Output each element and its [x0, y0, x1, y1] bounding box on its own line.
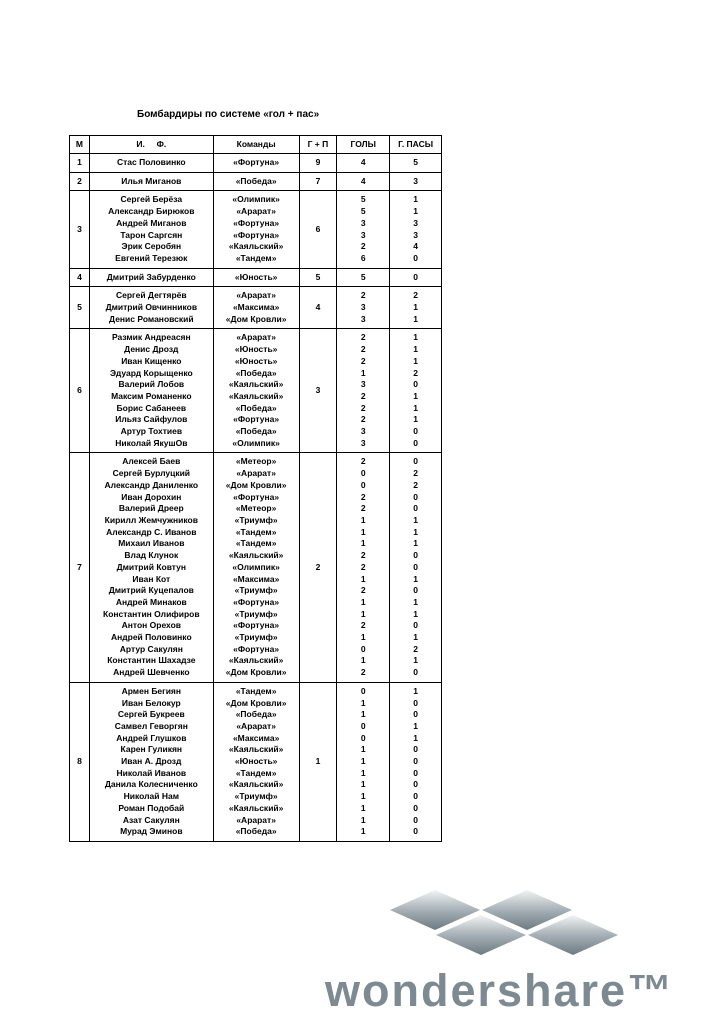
team-name-cell: [213, 172, 299, 191]
assists: 0: [413, 667, 418, 678]
assists: 1: [413, 655, 418, 666]
player-name-cell: [89, 682, 213, 841]
team-name: «Победа»: [235, 426, 277, 437]
goals: 2: [360, 491, 366, 502]
team-name: «Олимпик»: [232, 194, 280, 205]
team-name: «Арарат»: [236, 290, 276, 301]
team-name: «Фортуна»: [233, 491, 280, 502]
team-name: «Триумф»: [234, 514, 278, 525]
team-name-cell: [213, 191, 299, 268]
assists: 1: [413, 206, 418, 217]
assists: 1: [413, 685, 418, 696]
team-name: «Тандем»: [235, 526, 277, 537]
goals: 2: [360, 355, 366, 366]
goals: 2: [360, 667, 366, 678]
assists: 3: [413, 175, 418, 186]
assists: 0: [413, 620, 418, 631]
team-name: «Арарат»: [236, 206, 276, 217]
goals-plus-assists-cell: 6: [299, 191, 337, 268]
goals: 3: [360, 302, 366, 313]
goals-cell: [337, 329, 390, 453]
goals: 2: [360, 503, 366, 514]
player-name: Сергей Дегтярёв: [116, 290, 187, 301]
goals: 2: [360, 456, 366, 467]
player-name: Азат Сакулян: [122, 814, 180, 825]
assists: 1: [413, 596, 418, 607]
team-name: «Тандем»: [235, 252, 277, 263]
player-name: Мурад Эминов: [120, 826, 183, 837]
assists: 0: [413, 585, 418, 596]
assists: 0: [413, 503, 418, 514]
team-name: «Каяльский»: [228, 802, 284, 813]
table-row: [70, 329, 442, 453]
team-name-cell: [213, 268, 299, 287]
place-cell: 7: [70, 453, 90, 682]
place-cell: 3: [70, 191, 90, 268]
assists-cell: [390, 268, 442, 287]
player-name: Андрей Половинко: [110, 632, 192, 643]
assists: 0: [413, 756, 418, 767]
assists-cell: [390, 154, 442, 173]
goals: 2: [360, 585, 366, 596]
wondershare-logo: [320, 884, 700, 1014]
goals: 0: [360, 685, 366, 696]
assists: 4: [413, 241, 418, 252]
player-name: Дмитрий Забурденко: [106, 271, 196, 282]
goals: 2: [360, 344, 366, 355]
team-name: «Победа»: [235, 709, 277, 720]
goals: 1: [360, 596, 366, 607]
header-name: И. Ф.: [89, 136, 213, 154]
goals: 2: [360, 241, 366, 252]
player-name: Размик Андреасян: [111, 332, 191, 343]
goals-plus-assists-cell: 1: [299, 682, 337, 841]
assists-cell: [390, 191, 442, 268]
team-name-cell: [213, 329, 299, 453]
player-name: Борис Сабанеев: [116, 402, 187, 413]
assists: 1: [413, 632, 418, 643]
team-name: «Победа»: [235, 826, 277, 837]
assists: 0: [413, 814, 418, 825]
team-name: «Юность»: [234, 271, 278, 282]
player-name: Данила Колесниченко: [104, 779, 198, 790]
team-name: «Максима»: [232, 302, 280, 313]
table-header-row: [70, 136, 442, 154]
assists: 0: [413, 791, 418, 802]
assists: 3: [413, 217, 418, 228]
team-name: «Фортуна»: [233, 414, 280, 425]
goals: 2: [360, 550, 366, 561]
assists: 0: [413, 802, 418, 813]
team-name: «Триумф»: [234, 791, 278, 802]
assists-cell: [390, 172, 442, 191]
goals: 1: [360, 826, 366, 837]
team-name: «Победа»: [235, 367, 277, 378]
team-name: «Каяльский»: [228, 241, 284, 252]
goals: 0: [360, 468, 366, 479]
goals: 1: [360, 526, 366, 537]
assists: 0: [413, 491, 418, 502]
assists: 1: [413, 720, 418, 731]
player-name: Антон Орехов: [121, 620, 181, 631]
team-name: «Тандем»: [235, 685, 277, 696]
place-cell: 2: [70, 172, 90, 191]
assists: 0: [413, 779, 418, 790]
player-name-cell: [89, 191, 213, 268]
assists-cell: [390, 287, 442, 329]
team-name: «Максима»: [232, 732, 280, 743]
team-name: «Каяльский»: [228, 779, 284, 790]
assists: 1: [413, 332, 418, 343]
goals: 1: [360, 608, 366, 619]
player-name: Артур Сакулян: [119, 643, 183, 654]
header-goals: ГОЛЫ: [337, 136, 390, 154]
team-name: «Арарат»: [236, 814, 276, 825]
assists: 0: [413, 767, 418, 778]
goals: 0: [360, 479, 366, 490]
player-name: Михаил Иванов: [118, 538, 185, 549]
assists: 1: [413, 194, 418, 205]
goals-plus-assists-cell: 2: [299, 453, 337, 682]
team-name: «Победа»: [235, 402, 277, 413]
goals: 1: [360, 744, 366, 755]
goals: 1: [360, 367, 366, 378]
goals: 3: [360, 426, 366, 437]
team-name: «Олимпик»: [232, 561, 280, 572]
assists: 0: [413, 456, 418, 467]
team-name-cell: [213, 154, 299, 173]
team-name: «Юность»: [234, 756, 278, 767]
player-name: Армен Бегиян: [121, 685, 182, 696]
goals-cell: [337, 453, 390, 682]
assists: 1: [413, 302, 418, 313]
place-cell: 1: [70, 154, 90, 173]
goals-plus-assists-cell: 4: [299, 287, 337, 329]
player-name: Эрик Серобян: [121, 241, 182, 252]
team-name: «Арарат»: [236, 468, 276, 479]
assists: 0: [413, 744, 418, 755]
player-name: Валерий Лобов: [118, 379, 185, 390]
assists: 1: [413, 390, 418, 401]
assists: 2: [413, 367, 418, 378]
goals: 2: [360, 290, 366, 301]
player-name: Андрей Шевченко: [113, 667, 190, 678]
goals: 1: [360, 655, 366, 666]
team-name: «Каяльский»: [228, 655, 284, 666]
player-name: Валерий Дреер: [118, 503, 184, 514]
player-name: Сергей Берёза: [120, 194, 183, 205]
goals: 3: [360, 437, 366, 448]
goals-plus-assists-cell: 7: [299, 172, 337, 191]
table-row: [70, 453, 442, 682]
goals-cell: [337, 268, 390, 287]
goals: 2: [360, 402, 366, 413]
team-name: «Каяльский»: [228, 550, 284, 561]
assists: 1: [413, 355, 418, 366]
assists-cell: [390, 329, 442, 453]
player-name: Самвел Геворгян: [114, 720, 188, 731]
team-name: «Метеор»: [235, 456, 277, 467]
goals: 1: [360, 538, 366, 549]
table-row: [70, 154, 442, 173]
player-name: Дмитрий Куцепалов: [108, 585, 194, 596]
goals: 0: [360, 643, 366, 654]
team-name: «Триумф»: [234, 585, 278, 596]
goals: 2: [360, 332, 366, 343]
table-row: [70, 191, 442, 268]
assists: 1: [413, 538, 418, 549]
header-team: Команды: [213, 136, 299, 154]
header-place: М: [70, 136, 90, 154]
player-name-cell: [89, 287, 213, 329]
goals: 1: [360, 802, 366, 813]
player-name: Тарон Саргсян: [120, 229, 183, 240]
wondershare-diamond-logo-icon: [390, 890, 618, 955]
assists: 1: [413, 514, 418, 525]
player-name: Ильяз Сайфулов: [115, 414, 188, 425]
table-row: [70, 268, 442, 287]
assists: 2: [413, 468, 418, 479]
team-name: «Дом Кровли»: [225, 697, 287, 708]
team-name: «Триумф»: [234, 632, 278, 643]
player-name: Эдуард Корыщенко: [109, 367, 193, 378]
assists: 1: [413, 402, 418, 413]
player-name-cell: [89, 329, 213, 453]
assists-cell: [390, 682, 442, 841]
assists: 0: [413, 561, 418, 572]
goals: 3: [360, 313, 366, 324]
assists: 0: [413, 550, 418, 561]
player-name: Иван Кищенко: [121, 355, 182, 366]
assists: 0: [413, 271, 418, 282]
assists: 1: [413, 732, 418, 743]
assists: 1: [413, 608, 418, 619]
goals: 5: [360, 194, 366, 205]
assists: 0: [413, 437, 418, 448]
assists: 1: [413, 414, 418, 425]
team-name: «Арарат»: [236, 332, 276, 343]
goals: 1: [360, 514, 366, 525]
goals: 2: [360, 414, 366, 425]
assists: 1: [413, 313, 418, 324]
goals-cell: [337, 191, 390, 268]
player-name: Алексей Баев: [122, 456, 181, 467]
goals: 1: [360, 709, 366, 720]
assists: 1: [413, 526, 418, 537]
team-name: «Фортуна»: [233, 157, 280, 167]
player-name-cell: [89, 154, 213, 173]
assists: 0: [413, 252, 418, 263]
assists: 0: [413, 697, 418, 708]
assists: 2: [413, 643, 418, 654]
goals-plus-assists-cell: 3: [299, 329, 337, 453]
team-name: «Дом Кровли»: [225, 667, 287, 678]
assists: 0: [413, 426, 418, 437]
assists: 0: [413, 826, 418, 837]
player-name: Константин Шахадзе: [107, 655, 196, 666]
goals: 0: [360, 720, 366, 731]
team-name: «Фортуна»: [233, 596, 280, 607]
goals: 1: [360, 756, 366, 767]
goals: 1: [360, 697, 366, 708]
team-name-cell: [213, 453, 299, 682]
player-name: Максим Романенко: [111, 390, 192, 401]
team-name: «Юность»: [234, 344, 278, 355]
assists-cell: [390, 453, 442, 682]
goals-cell: [337, 172, 390, 191]
assists: 1: [413, 344, 418, 355]
goals: 4: [360, 157, 366, 167]
goals: 1: [360, 779, 366, 790]
assists: 0: [413, 709, 418, 720]
table-row: [70, 682, 442, 841]
player-name: Иван Белокур: [121, 697, 181, 708]
player-name-cell: [89, 453, 213, 682]
player-name: Артур Тохтиев: [120, 426, 183, 437]
place-cell: 5: [70, 287, 90, 329]
team-name: «Победа»: [235, 175, 277, 186]
team-name-cell: [213, 682, 299, 841]
place-cell: 8: [70, 682, 90, 841]
goals: 3: [360, 379, 366, 390]
player-name: Александр Даниленко: [104, 479, 199, 490]
player-name: Николай Иванов: [116, 767, 187, 778]
goals-plus-assists-cell: 5: [299, 268, 337, 287]
team-name: «Каяльский»: [228, 744, 284, 755]
player-name: Сергей Букреев: [117, 709, 185, 720]
player-name: Иван Дорохин: [121, 491, 182, 502]
team-name: «Максима»: [232, 573, 280, 584]
goals: 5: [360, 206, 366, 217]
goals: 2: [360, 390, 366, 401]
assists: 0: [413, 379, 418, 390]
player-name: Александр С. Иванов: [106, 526, 197, 537]
goals: 1: [360, 814, 366, 825]
goals-plus-assists-cell: 9: [299, 154, 337, 173]
team-name: «Дом Кровли»: [225, 313, 287, 324]
assists: 1: [413, 573, 418, 584]
goals: 1: [360, 573, 366, 584]
place-cell: 4: [70, 268, 90, 287]
goals: 4: [360, 175, 366, 186]
team-name: «Метеор»: [235, 503, 277, 514]
team-name-cell: [213, 287, 299, 329]
player-name: Александр Бирюков: [108, 206, 195, 217]
goals: 0: [360, 732, 366, 743]
team-name: «Фортуна»: [233, 217, 280, 228]
goals: 3: [360, 217, 366, 228]
goals: 3: [360, 229, 366, 240]
header-assists: Г. ПАСЫ: [390, 136, 442, 154]
player-name: Николай ЯкушОв: [115, 437, 188, 448]
team-name: «Фортуна»: [233, 229, 280, 240]
player-name: Иван Кот: [132, 573, 171, 584]
goals: 1: [360, 632, 366, 643]
player-name: Иван А. Дрозд: [121, 756, 182, 767]
wondershare-watermark-text: wondershare™: [325, 965, 675, 1014]
assists: 5: [413, 157, 418, 167]
team-name: «Фортуна»: [233, 643, 280, 654]
goals: 1: [360, 791, 366, 802]
team-name: «Фортуна»: [233, 620, 280, 631]
player-name: Роман Подобай: [118, 802, 185, 813]
goals: 2: [360, 561, 366, 572]
player-name: Андрей Глушков: [116, 732, 187, 743]
team-name: «Тандем»: [235, 767, 277, 778]
player-name: Константин Олифиров: [103, 608, 200, 619]
team-name: «Олимпик»: [232, 437, 280, 448]
team-name: «Каяльский»: [228, 390, 284, 401]
assists: 3: [413, 229, 418, 240]
table-row: [70, 287, 442, 329]
player-name-cell: [89, 268, 213, 287]
team-name: «Дом Кровли»: [225, 479, 287, 490]
player-name: Дмитрий Овчинников: [105, 302, 198, 313]
assists: 2: [413, 479, 418, 490]
player-name: Влад Клунок: [124, 550, 179, 561]
player-name: Николай Нам: [123, 791, 179, 802]
table-row: [70, 172, 442, 191]
team-name: «Арарат»: [236, 720, 276, 731]
goals: 1: [360, 767, 366, 778]
player-name: Денис Романовский: [109, 313, 194, 324]
team-name: «Тандем»: [235, 538, 277, 549]
player-name: Денис Дрозд: [124, 344, 179, 355]
player-name: Дмитрий Ковтун: [116, 561, 187, 572]
player-name: Кирилл Жемчужников: [104, 514, 198, 525]
goals-cell: [337, 682, 390, 841]
place-cell: 6: [70, 329, 90, 453]
assists: 2: [413, 290, 418, 301]
player-name: Евгений Терезюк: [115, 252, 188, 263]
team-name: «Юность»: [234, 355, 278, 366]
goals: 5: [360, 271, 366, 282]
player-name-cell: [89, 172, 213, 191]
player-name: Илья Миганов: [121, 175, 182, 186]
document-title: Бомбардиры по системе «гол + пас»: [137, 109, 320, 120]
header-goals-plus-assists: Г + П: [299, 136, 337, 154]
player-name: Сергей Бурлуцкий: [112, 468, 191, 479]
player-name: Стас Половинко: [117, 157, 186, 167]
team-name: «Триумф»: [234, 608, 278, 619]
scorers-table: [69, 135, 442, 842]
goals: 2: [360, 620, 366, 631]
goals: 6: [360, 252, 366, 263]
goals-cell: [337, 154, 390, 173]
goals-cell: [337, 287, 390, 329]
player-name: Андрей Миганов: [116, 217, 187, 228]
player-name: Карен Гуликян: [120, 744, 183, 755]
player-name: Андрей Минаков: [115, 596, 187, 607]
team-name: «Каяльский»: [228, 379, 284, 390]
